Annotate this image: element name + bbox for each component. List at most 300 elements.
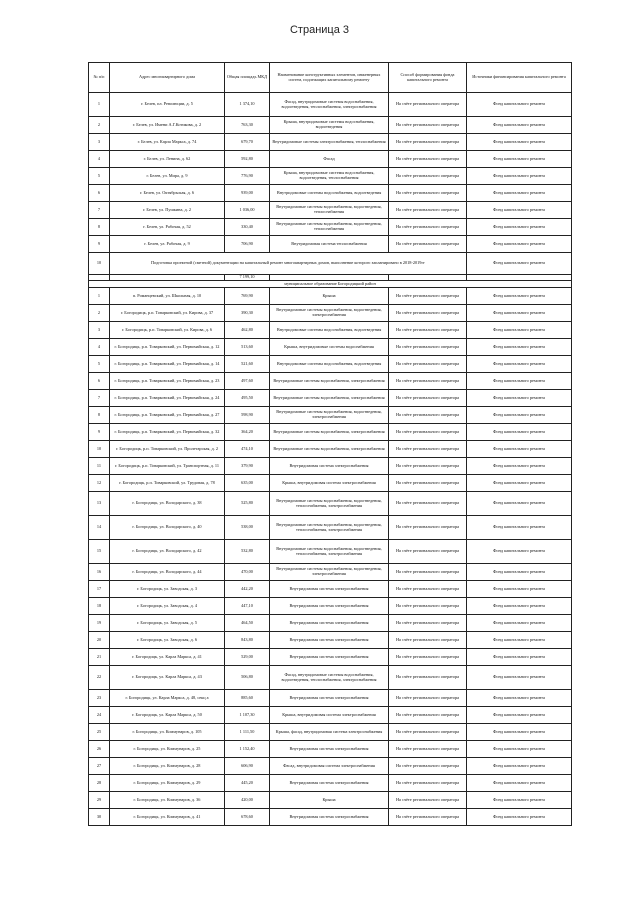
row-method: На счёте регионального оператора <box>389 390 467 407</box>
row-address: г. Белев, ул. Имени А.Г.Котикова, д. 2 <box>110 117 225 134</box>
row-works <box>270 93 389 117</box>
row-work-item: Фасад, внутридомовая система электроснабжения <box>283 762 375 768</box>
row-method: На счёте регионального оператора <box>389 219 467 236</box>
row-source: Фонд капитального ремонта <box>467 758 572 775</box>
row-method: На счёте регионального оператора <box>389 809 467 826</box>
row-address: п. Романцевский, ул. Школьная, д. 10 <box>110 288 225 305</box>
row-works <box>270 615 389 632</box>
row-works <box>270 356 389 373</box>
row-method: На счёте регионального оператора <box>389 758 467 775</box>
row-method: На счёте регионального оператора <box>389 117 467 134</box>
row-method: На счёте регионального оператора <box>389 615 467 632</box>
row-number: 29 <box>89 792 110 809</box>
row-address: г. Богородицк, р.п. Товарковский, ул. Первомайская, д. 14 <box>110 356 225 373</box>
row-work-item: Внутридомовые системы электроснабжения, теплоснабжения <box>272 138 386 144</box>
row10-source: Фонд капитального ремонта <box>467 253 572 275</box>
row-area: 1 111,50 <box>225 724 270 741</box>
table-row <box>89 93 572 117</box>
row-work-item: Крыша, фасад, внутридомовая система электроснабжения <box>275 728 383 734</box>
row-address: г. Белев, ул. Рабочая, д. 9 <box>110 236 225 253</box>
row-address: г. Богородицк, ул. Коммунаров, д. 105 <box>110 724 225 741</box>
row-area: 1 036,00 <box>225 202 270 219</box>
table-row <box>89 185 572 202</box>
row-number: 6 <box>89 185 110 202</box>
municipality-row <box>89 281 572 288</box>
row-number: 8 <box>89 219 110 236</box>
row-method: На счёте регионального оператора <box>389 458 467 475</box>
row-work-item: Внутридомовая система электроснабжения <box>289 636 369 642</box>
row-area: 462,80 <box>225 322 270 339</box>
table-body-part1 <box>89 93 572 253</box>
row-source: Фонд капитального ремонта <box>467 775 572 792</box>
row-method: На счёте регионального оператора <box>389 475 467 492</box>
row-area: 592,80 <box>225 151 270 168</box>
page-title: Страница 3 <box>289 24 350 36</box>
row-source: Фонд капитального ремонта <box>467 134 572 151</box>
row-number: 25 <box>89 724 110 741</box>
row-number: 1 <box>89 288 110 305</box>
row-work-item: Внутридомовая система электроснабжения <box>289 653 369 659</box>
row-works <box>270 649 389 666</box>
row-method: На счёте регионального оператора <box>389 339 467 356</box>
row-source: Фонд капитального ремонта <box>467 305 572 322</box>
row-work-item: Внутридомовые системы водоснабжения, водоотведения <box>276 326 382 332</box>
row-work-item: Внутридомовая система теплоснабжения <box>291 240 367 246</box>
row-number: 7 <box>89 202 110 219</box>
row-address: г. Богородицк, р.п. Товарковский, ул. Первомайская, д. 23 <box>110 373 225 390</box>
row-source: Фонд капитального ремонта <box>467 492 572 516</box>
row-work-item: Внутридомовые системы водоснабжения, водоотведения, теплоснабжения <box>276 221 382 231</box>
municipality-heading: муниципальное образование Богородицкий район <box>89 281 572 288</box>
row-address: г. Богородицк, р.п. Товарковский, ул. Трудовая, д. 78 <box>110 475 225 492</box>
row-address: г. Богородицк, ул. Коммунаров, д. 28 <box>110 758 225 775</box>
header-num: № п/п <box>89 63 110 93</box>
row-source: Фонд капитального ремонта <box>467 202 572 219</box>
row-number: 20 <box>89 632 110 649</box>
row-work-item: Внутридомовая система электроснабжения <box>289 619 369 625</box>
row-source: Фонд капитального ремонта <box>467 117 572 134</box>
row-number: 9 <box>89 236 110 253</box>
row-number: 5 <box>89 168 110 185</box>
row-address: г. Богородицк, ул. Карла Маркса, д. 43 <box>110 666 225 690</box>
row-area: 1 374,10 <box>225 93 270 117</box>
row-works <box>270 441 389 458</box>
row-works <box>270 775 389 792</box>
row-source: Фонд капитального ремонта <box>467 288 572 305</box>
row10-num: 10 <box>89 253 110 275</box>
row-address: г. Богородицк, ул. Заводская, д. 3 <box>110 581 225 598</box>
row-number: 17 <box>89 581 110 598</box>
row-address: г. Богородицк, р.п. Товарковский, ул. Кирова, д. 6 <box>110 322 225 339</box>
row-method: На счёте регионального оператора <box>389 581 467 598</box>
row-source: Фонд капитального ремонта <box>467 424 572 441</box>
row-works <box>270 305 389 322</box>
row-method: На счёте регионального оператора <box>389 441 467 458</box>
row-works <box>270 741 389 758</box>
row-area: 474,10 <box>225 441 270 458</box>
row-source: Фонд капитального ремонта <box>467 707 572 724</box>
row-work-item: Внутридомовые системы водоснабжения, водоотведения, теплоснабжения, электроснабжения <box>276 545 382 556</box>
row-method: На счёте регионального оператора <box>389 666 467 690</box>
row-work-item: Внутридомовая система электроснабжения <box>289 694 369 700</box>
row-work-item: Внутридомовая система электроснабжения <box>289 585 369 591</box>
row-work-item: Внутридомовые системы водоснабжения, водоотведения, теплоснабжения <box>276 204 382 214</box>
row-address: г. Богородицк, ул. Коммунаров, д. 25 <box>110 741 225 758</box>
row-source: Фонд капитального ремонта <box>467 219 572 236</box>
row-address: г. Богородицк, ул. Карла Маркса, д. 48, секц а <box>110 690 225 707</box>
row-address: г. Богородицк, р.п. Товарковский, ул. Кирова, д. 37 <box>110 305 225 322</box>
row-method: На счёте регионального оператора <box>389 741 467 758</box>
row-area: 529,00 <box>225 649 270 666</box>
header-works: Наименование конструктивных элементов, инженерных систем, подлежащих капитальному ремонту <box>270 63 389 93</box>
row-work-item: Фасад, внутридомовые системы водоснабжения, водоотведения, теплоснабжения, электроснабжения <box>281 671 377 682</box>
row-work-item: Внутридомовые системы водоснабжения, водоотведения <box>276 360 382 366</box>
row-number: 4 <box>89 339 110 356</box>
row-method: На счёте регионального оператора <box>389 134 467 151</box>
row-address: г. Богородицк, ул. Володарского, д. 44 <box>110 564 225 581</box>
row-works <box>270 151 389 168</box>
row-works <box>270 809 389 826</box>
table-row <box>89 288 572 305</box>
row-source: Фонд капитального ремонта <box>467 564 572 581</box>
row-work-item: Фасад, внутридомовые системы водоснабжения, водоотведения, теплоснабжения, электроснабжения <box>281 98 377 109</box>
row-works <box>270 758 389 775</box>
row-address: г. Богородицк, ул. Володарского, д. 38 <box>110 492 225 516</box>
row-works <box>270 390 389 407</box>
row-works <box>270 373 389 390</box>
row-work-item: Внутридомовые системы водоснабжения, электроснабжения <box>273 377 385 383</box>
row-number: 9 <box>89 424 110 441</box>
table-row <box>89 649 572 666</box>
row-area: 495,50 <box>225 390 270 407</box>
table-body-summary <box>89 253 572 288</box>
row-method: На счёте регионального оператора <box>389 407 467 424</box>
row-area: 330,40 <box>225 219 270 236</box>
capital-repair-table <box>88 62 572 826</box>
table-row <box>89 458 572 475</box>
row-address: г. Белев, пл. Революции, д. 5 <box>110 93 225 117</box>
row-work-item: Внутридомовые системы водоснабжения, водоотведения, теплоснабжения, электроснабжения <box>276 521 382 532</box>
row-source: Фонд капитального ремонта <box>467 373 572 390</box>
row-source: Фонд капитального ремонта <box>467 724 572 741</box>
row-address: г. Богородицк, р.п. Товарковский, ул. Пролетарская, д. 2 <box>110 441 225 458</box>
row-address: г. Богородицк, р.п. Товарковский, ул. Первомайская, д. 12 <box>110 339 225 356</box>
row-works <box>270 424 389 441</box>
row-address: г. Богородицк, р.п. Товарковский, ул. Транспортная, д. 11 <box>110 458 225 475</box>
row-number: 12 <box>89 475 110 492</box>
row-works <box>270 564 389 581</box>
row-work-item: Крыша, внутридомовые системы водоснабжения, водоотведения, теплоснабжения <box>283 170 375 180</box>
row-work-item: Внутридомовая система электроснабжения <box>289 779 369 785</box>
row-method: На счёте регионального оператора <box>389 492 467 516</box>
row-work-item: Внутридомовые системы водоснабжения, электроснабжения <box>273 445 385 451</box>
row-area: 538,00 <box>225 516 270 540</box>
row-10 <box>89 253 572 275</box>
row-source: Фонд капитального ремонта <box>467 93 572 117</box>
row-method: На счёте регионального оператора <box>389 564 467 581</box>
row-number: 13 <box>89 492 110 516</box>
row-area: 939,00 <box>225 185 270 202</box>
row-number: 11 <box>89 458 110 475</box>
row-source: Фонд капитального ремонта <box>467 185 572 202</box>
row-works <box>270 236 389 253</box>
row-area: 442,20 <box>225 581 270 598</box>
row-source: Фонд капитального ремонта <box>467 516 572 540</box>
row-source: Фонд капитального ремонта <box>467 540 572 564</box>
table-row <box>89 741 572 758</box>
table-row <box>89 690 572 707</box>
row-works <box>270 134 389 151</box>
row-address: г. Богородицк, ул. Володарского, д. 42 <box>110 540 225 564</box>
row-number: 10 <box>89 441 110 458</box>
row-method: На счёте регионального оператора <box>389 707 467 724</box>
row-works <box>270 407 389 424</box>
row-area: 843,80 <box>225 632 270 649</box>
row-work-item: Внутридомовые системы водоснабжения, водоотведения <box>276 189 382 195</box>
row-address: г. Богородицк, р.п. Товарковский, ул. Первомайская, д. 27 <box>110 407 225 424</box>
row-method: На счёте регионального оператора <box>389 373 467 390</box>
row-address: г. Белев, ул. Рабочая, д. 52 <box>110 219 225 236</box>
table-row <box>89 758 572 775</box>
row-area: 598,90 <box>225 407 270 424</box>
row-address: г. Богородицк, ул. Карла Маркса, д. 50 <box>110 707 225 724</box>
row-works <box>270 540 389 564</box>
row-works <box>270 168 389 185</box>
row-method: На счёте регионального оператора <box>389 690 467 707</box>
row-number: 7 <box>89 390 110 407</box>
row-area: 679,70 <box>225 134 270 151</box>
table-row <box>89 475 572 492</box>
row-source: Фонд капитального ремонта <box>467 741 572 758</box>
row-source: Фонд капитального ремонта <box>467 809 572 826</box>
table-row <box>89 356 572 373</box>
row-works <box>270 707 389 724</box>
table-row <box>89 202 572 219</box>
row-number: 1 <box>89 93 110 117</box>
row-number: 18 <box>89 598 110 615</box>
row-source: Фонд капитального ремонта <box>467 615 572 632</box>
table-row <box>89 581 572 598</box>
table-row <box>89 390 572 407</box>
row-number: 2 <box>89 305 110 322</box>
row-area: 513,60 <box>225 339 270 356</box>
row-number: 16 <box>89 564 110 581</box>
row-address: г. Богородицк, ул. Заводская, д. 4 <box>110 598 225 615</box>
row-address: г. Белев, ул. Ленина, д. 62 <box>110 151 225 168</box>
row-area: 606,90 <box>225 758 270 775</box>
row-works <box>270 322 389 339</box>
table-row <box>89 632 572 649</box>
row-work-item: Внутридомовая система электроснабжения <box>289 745 369 751</box>
row-address: г. Богородицк, ул. Коммунаров, д. 41 <box>110 809 225 826</box>
row-source: Фонд капитального ремонта <box>467 598 572 615</box>
table-body-part2 <box>89 288 572 826</box>
table-row <box>89 305 572 322</box>
row-area: 390,30 <box>225 305 270 322</box>
row-address: г. Богородицк, ул. Володарского, д. 40 <box>110 516 225 540</box>
row-number: 2 <box>89 117 110 134</box>
table-row <box>89 707 572 724</box>
row-works <box>270 475 389 492</box>
row-source: Фонд капитального ремонта <box>467 322 572 339</box>
row-work-item: Внутридомовая система электроснабжения <box>289 462 369 468</box>
row-area: 635,00 <box>225 475 270 492</box>
row-source: Фонд капитального ремонта <box>467 168 572 185</box>
row-address: г. Белев, ул. Мира, д. 9 <box>110 168 225 185</box>
table-row <box>89 322 572 339</box>
table-row <box>89 134 572 151</box>
row-method: На счёте регионального оператора <box>389 168 467 185</box>
row-area: 445,20 <box>225 775 270 792</box>
row-works <box>270 598 389 615</box>
row-area: 521,60 <box>225 356 270 373</box>
row-source: Фонд капитального ремонта <box>467 356 572 373</box>
row-area: 1 107,30 <box>225 707 270 724</box>
row-method: На счёте регионального оператора <box>389 724 467 741</box>
row-area: 532,80 <box>225 540 270 564</box>
row-source: Фонд капитального ремонта <box>467 390 572 407</box>
row-method: На счёте регионального оператора <box>389 288 467 305</box>
row-address: г. Богородицк, ул. Коммунаров, д. 29 <box>110 775 225 792</box>
header-address: Адрес многоквартирного дома <box>110 63 225 93</box>
table-header-row <box>89 63 572 93</box>
row-number: 15 <box>89 540 110 564</box>
table-row <box>89 615 572 632</box>
row-area: 497,60 <box>225 373 270 390</box>
row-work-item: Крыша, внутридомовые системы водоснабжения, водоотведения <box>283 119 375 129</box>
row-method: На счёте регионального оператора <box>389 93 467 117</box>
row-number: 5 <box>89 356 110 373</box>
row-area: 420,00 <box>225 792 270 809</box>
table-row <box>89 516 572 540</box>
row-works <box>270 632 389 649</box>
row-address: г. Белев, ул. Пушкина, д. 2 <box>110 202 225 219</box>
row-source: Фонд капитального ремонта <box>467 632 572 649</box>
row-works <box>270 288 389 305</box>
row-address: г. Богородицк, р.п. Товарковский, ул. Первомайская, д. 24 <box>110 390 225 407</box>
row-area: 885,60 <box>225 690 270 707</box>
row-work-item: Крыша <box>322 292 336 298</box>
table-row <box>89 219 572 236</box>
row-number: 8 <box>89 407 110 424</box>
row-address: г. Богородицк, ул. Коммунаров, д. 36 <box>110 792 225 809</box>
row-work-item: Внутридомовые системы водоснабжения, водоотведения, электроснабжения <box>276 409 382 419</box>
row-method: На счёте регионального оператора <box>389 775 467 792</box>
row-number: 23 <box>89 690 110 707</box>
row-source: Фонд капитального ремонта <box>467 407 572 424</box>
row-works <box>270 666 389 690</box>
row-address: г. Богородицк, ул. Карла Маркса, д. 41 <box>110 649 225 666</box>
table-row <box>89 492 572 516</box>
row-works <box>270 516 389 540</box>
row-works <box>270 117 389 134</box>
row-works <box>270 724 389 741</box>
table-row <box>89 775 572 792</box>
table-row <box>89 598 572 615</box>
table-row <box>89 424 572 441</box>
row-work-item: Крыша, внутридомовая система электроснабжения <box>282 479 376 485</box>
row-number: 3 <box>89 134 110 151</box>
row-address: г. Богородицк, ул. Заводская, д. 5 <box>110 615 225 632</box>
table-row <box>89 540 572 564</box>
table-row <box>89 151 572 168</box>
row-method: На счёте регионального оператора <box>389 151 467 168</box>
row-area: 706,90 <box>225 236 270 253</box>
row-number: 3 <box>89 322 110 339</box>
row-work-item: Внутридомовые системы водоснабжения, водоотведения, электроснабжения <box>276 307 382 317</box>
row-source: Фонд капитального ремонта <box>467 236 572 253</box>
table-row <box>89 441 572 458</box>
table-row <box>89 792 572 809</box>
row-work-item: Внутридомовая система электроснабжения <box>289 602 369 608</box>
row-area: 470,00 <box>225 564 270 581</box>
row-area: 763,30 <box>225 117 270 134</box>
row-source: Фонд капитального ремонта <box>467 690 572 707</box>
table-row <box>89 724 572 741</box>
row-area: 364,20 <box>225 424 270 441</box>
row-number: 24 <box>89 707 110 724</box>
table-row <box>89 236 572 253</box>
row-source: Фонд капитального ремонта <box>467 666 572 690</box>
row-number: 27 <box>89 758 110 775</box>
row-area: 506,80 <box>225 666 270 690</box>
row-area: 447,10 <box>225 598 270 615</box>
row-work-item: Внутридомовые системы водоснабжения, электроснабжения <box>273 394 385 400</box>
row-method: На счёте регионального оператора <box>389 305 467 322</box>
row-works <box>270 581 389 598</box>
row-area: 769,90 <box>225 288 270 305</box>
row-work-item: Внутридомовые системы водоснабжения, водоотведения, теплоснабжения, электроснабжения <box>276 497 382 508</box>
row-number: 4 <box>89 151 110 168</box>
row10-text: Подготовка проектной (сметной) документации на капитальный ремонт многоквартирных домов, выполнение которого запланировано в 2018-2019гг <box>110 253 467 275</box>
row-address: г. Белев, ул. Карла Маркса, д. 74 <box>110 134 225 151</box>
table-row <box>89 564 572 581</box>
row-method: На счёте регионального оператора <box>389 424 467 441</box>
row-number: 22 <box>89 666 110 690</box>
row-area: 379,90 <box>225 458 270 475</box>
row-area: 776,90 <box>225 168 270 185</box>
row-works <box>270 792 389 809</box>
row-method: На счёте регионального оператора <box>389 236 467 253</box>
row-source: Фонд капитального ремонта <box>467 581 572 598</box>
row-number: 19 <box>89 615 110 632</box>
table-row <box>89 168 572 185</box>
row-method: На счёте регионального оператора <box>389 792 467 809</box>
table-row <box>89 809 572 826</box>
row-number: 26 <box>89 741 110 758</box>
row-method: На счёте регионального оператора <box>389 202 467 219</box>
row-work-item: Крыша <box>322 796 336 802</box>
row-works <box>270 458 389 475</box>
row-works <box>270 185 389 202</box>
row-number: 14 <box>89 516 110 540</box>
row-method: На счёте регионального оператора <box>389 322 467 339</box>
row-number: 30 <box>89 809 110 826</box>
row-work-item: Внутридомовая система электроснабжения <box>289 813 369 819</box>
row-works <box>270 690 389 707</box>
row-method: На счёте регионального оператора <box>389 649 467 666</box>
row-method: На счёте регионального оператора <box>389 516 467 540</box>
total-area: 7 199,10 <box>225 275 270 281</box>
row-works <box>270 202 389 219</box>
row-works <box>270 492 389 516</box>
header-source: Источники финансирования капитального ремонта <box>467 63 572 93</box>
row-address: г. Белев, ул. Октябрьская, д. 6 <box>110 185 225 202</box>
header-area: Общая площадь МКД <box>225 63 270 93</box>
row-number: 28 <box>89 775 110 792</box>
row-area: 678,60 <box>225 809 270 826</box>
row-work-item: Крыша, внутридомовые системы водоснабжения <box>284 343 374 349</box>
